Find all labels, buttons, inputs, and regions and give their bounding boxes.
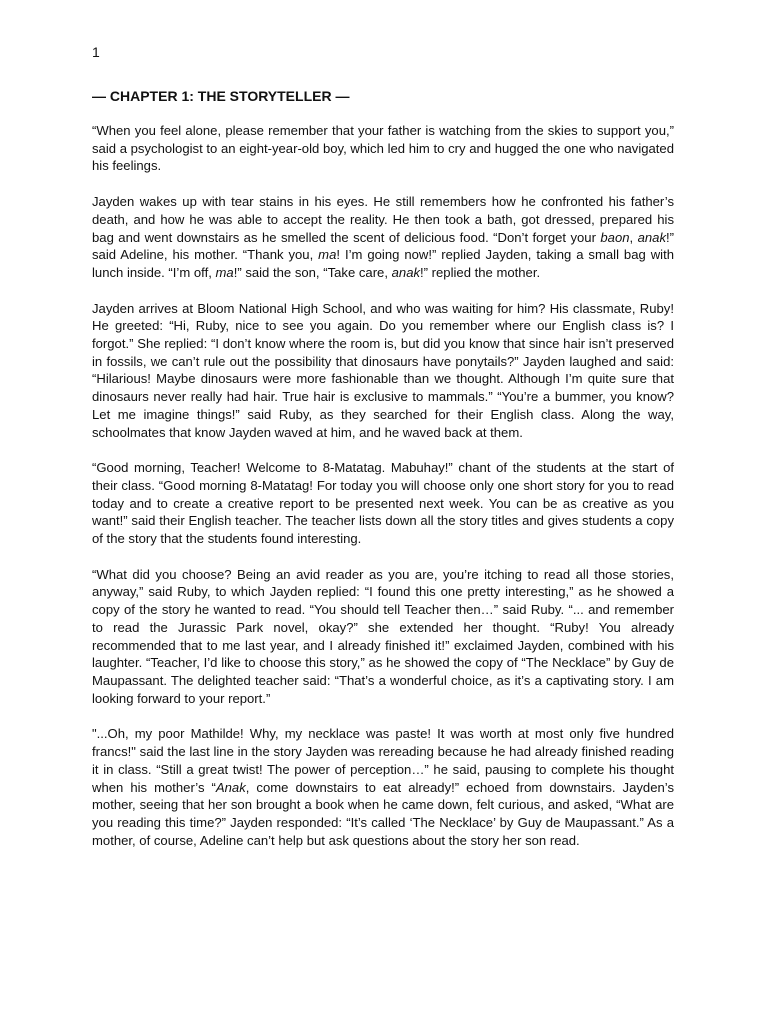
text-run: “Good morning, Teacher! Welcome to 8-Matatag. Mabuhay!” chant of the students at the start of their class. “Good morning 8-Matatag! For today you will choose only one short story for you to read today and to create a creative report to be presented next week. You can be as creative as you want!” said their English teacher. The teacher lists down all the story titles and gives students a copy of the story that the students found interesting.: [92, 460, 674, 547]
text-run: "...Oh, my poor Mathilde! Why, my necklace was paste! It was worth at most only five hundred francs!" said the last line in the story Jayden was rereading because he had already finished reading it in class. “Still a great twist! The power of perception…” he said, pausing to complete his thought when his mother’s “: [92, 726, 674, 795]
italic-text-run: ma: [318, 247, 337, 263]
story-body: [92, 122, 674, 867]
page-number: 1: [92, 44, 100, 60]
italic-text-run: baon: [600, 229, 630, 245]
paragraph: [92, 566, 674, 708]
italic-text-run: ma: [215, 264, 234, 280]
text-run: ,: [629, 229, 638, 245]
chapter-title: — CHAPTER 1: THE STORYTELLER —: [92, 88, 350, 104]
text-run: Jayden arrives at Bloom National High School, and who was waiting for him? His classmate, Ruby! He greeted: “Hi, Ruby, nice to see you again. Do you remember where our English class is? I forgot.” She replied: “I don’t know where the room is, but did you know that since hair isn’t preserved in fossils, we can’t rule out the possibility that dinosaurs have ponytails?” Jayden laughed and said: “Hilarious! Maybe dinosaurs were more fashionable than we thought. Although I’m quite sure that dinosaurs never really had hair. True hair is exclusive to mammals.” “You’re a bummer, you know? Let me imagine things!” said Ruby, as they searched for their English class. Along the way, schoolmates that know Jayden waved at him, and he waved back at them.: [92, 300, 674, 440]
italic-text-run: anak: [391, 264, 421, 280]
text-run: !” said the son, “Take care,: [233, 264, 392, 280]
text-run: Jayden wakes up with tear stains in his eyes. He still remembers how he confronted his father’s death, and how he was able to accept the reality. He then took a bath, got dressed, prepared his bag and went downstairs as he smelled the scent of delicious food. “Don’t forget your: [92, 194, 674, 245]
text-run: ! I’m going now!” replied Jayden, taking a small bag with lunch inside. “I’m off,: [92, 247, 674, 280]
text-run: “When you feel alone, please remember that your father is watching from the skies to support you,” said a psychologist to an eight-year-old boy, which led him to cry and hugged the one who navigated his feelings.: [92, 123, 674, 174]
paragraph: [92, 300, 674, 442]
text-run: !” said Adeline, his mother. “Thank you,: [92, 229, 674, 263]
text-run: , come downstairs to eat already!” echoed from downstairs. Jayden’s mother, seeing that her son brought a book when he came down, felt curious, and asked, “What are you reading this time?” Jayden responded: “It’s called ‘The Necklace’ by Guy de Maupassant.” As a mother, of course, Adeline can’t help but ask questions about the story her son read.: [92, 779, 674, 848]
paragraph: [92, 122, 674, 175]
italic-text-run: Anak: [215, 779, 246, 795]
paragraph: [92, 725, 674, 849]
text-run: “What did you choose? Being an avid reader as you are, you’re itching to read all those stories, anyway,” said Ruby, to which Jayden replied: “I found this one pretty interesting,” as he showed a copy of the story he wanted to read. “You should tell Teacher then…” said Ruby. “... and remember to read the Jurassic Park novel, okay?” she extended her thought. “Ruby! You already recommended that to me last year, and I already finished it!” exclaimed Jayden, combined with his laughter. “Teacher, I’d like to choose this story,” as he showed the copy of “The Necklace” by Guy de Maupassant. The delighted teacher said: “That’s a wonderful choice, as it’s a captivating story. I am looking forward to your report.”: [92, 566, 674, 706]
italic-text-run: anak: [637, 229, 666, 245]
paragraph: [92, 459, 674, 548]
text-run: !” replied the mother.: [420, 264, 541, 280]
paragraph: [92, 193, 674, 282]
